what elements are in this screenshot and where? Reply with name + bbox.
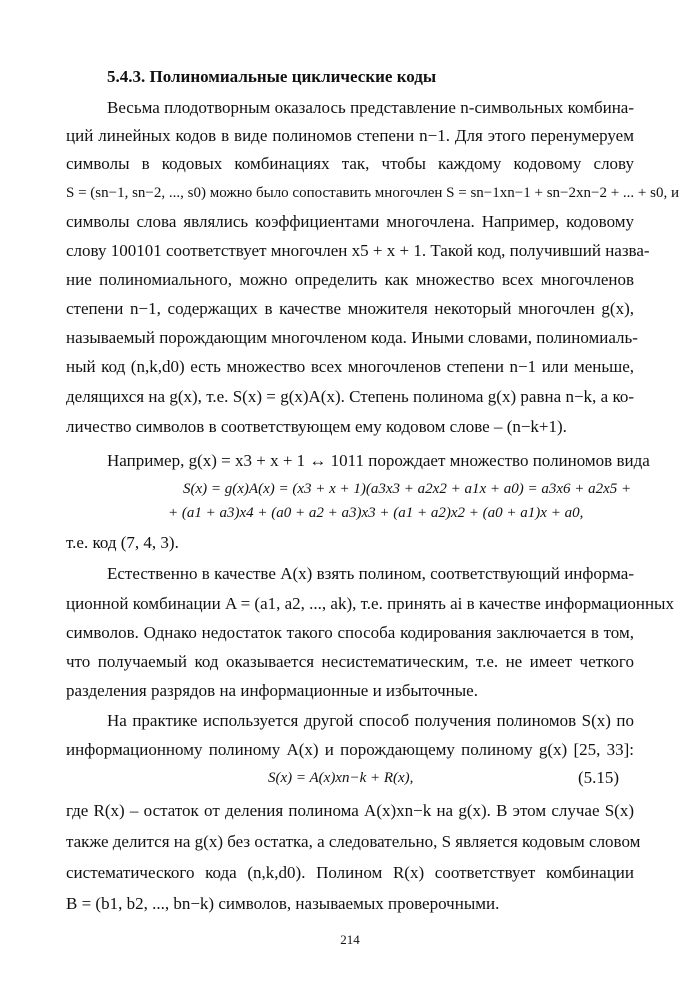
paragraph-line: символов. Однако недостаток такого способа кодирования заключается в том, xyxy=(66,623,634,642)
paragraph-line: Естественно в качестве A(x) взять полином, соответствующий информа- xyxy=(107,564,634,583)
paragraph-line: разделения разрядов на информационные и избыточные. xyxy=(66,681,478,700)
paragraph-line: также делится на g(x) без остатка, а следовательно, S является кодовым словом xyxy=(66,832,641,851)
paragraph-line: символы слова являлись коэффициентами многочлена. Например, кодовому xyxy=(66,212,634,231)
paragraph-line: символы в кодовых комбинациях так, чтобы каждому кодовому слову xyxy=(66,154,634,173)
page-number: 214 xyxy=(340,932,360,947)
paragraph-line: информационному полиному A(x) и порождающему полиному g(x) [25, 33]: xyxy=(66,740,634,759)
section-title: 5.4.3. Полиномиальные циклические коды xyxy=(107,67,437,86)
paragraph-line: S = (sn−1, sn−2, ..., s0) можно было сопоставить многочлен S = sn−1xn−1 + sn−2xn−2 + ... + s0, и xyxy=(66,185,679,201)
equation-5-15: S(x) = A(x)xn−k + R(x), xyxy=(268,770,414,786)
paragraph-line: ционной комбинации A = (a1, a2, ..., ak), т.е. принять ai в качестве информационных xyxy=(66,594,674,613)
paragraph-line: слову 100101 соответствует многочлен x5 + x + 1. Такой код, получивший назва- xyxy=(66,241,650,260)
equation-line: S(x) = g(x)A(x) = (x3 + x + 1)(a3x3 + a2x2 + a1x + a0) = a3x6 + a2x5 + xyxy=(183,481,632,497)
example-intro: Например, g(x) = x3 + x + 1 ↔ 1011 порождает множество полиномов вида xyxy=(107,451,650,470)
equation-number: (5.15) xyxy=(578,768,620,787)
paragraph-line: систематического кода (n,k,d0). Полином R(x) соответствует комбинации xyxy=(66,863,634,882)
paragraph-line: личество символов в соответствующем ему кодовом слове – (n−k+1). xyxy=(66,417,567,436)
paragraph-line: Весьма плодотворным оказалось представление n-символьных комбина- xyxy=(107,98,634,117)
paragraph-line: где R(x) – остаток от деления полинома A(x)xn−k на g(x). В этом случае S(x) xyxy=(66,801,634,820)
paragraph-line: делящихся на g(x), т.е. S(x) = g(x)A(x). Степень полинома g(x) равна n−k, а ко- xyxy=(66,387,634,406)
paragraph-line: называемый порождающим многочленом кода. Иными словами, полиномиаль- xyxy=(66,328,638,347)
paragraph-line: B = (b1, b2, ..., bn−k) символов, называемых проверочными. xyxy=(66,894,500,913)
paragraph-line: ный код (n,k,d0) есть множество всех многочленов степени n−1 или меньше, xyxy=(66,357,634,376)
paragraph-line: степени n−1, содержащих в качестве множителя некоторый многочлен g(x), xyxy=(66,299,634,318)
code-parameters: т.е. код (7, 4, 3). xyxy=(66,533,179,552)
paragraph-line: что получаемый код оказывается несистематическим, т.е. не имеет четкого xyxy=(66,652,634,671)
paragraph-line: На практике используется другой способ получения полиномов S(x) по xyxy=(107,711,634,730)
paragraph-line: ние полиномиального, можно определить как множество всех многочленов xyxy=(66,270,634,289)
equation-line: + (a1 + a3)x4 + (a0 + a2 + a3)x3 + (a1 + a2)x2 + (a0 + a1)x + a0, xyxy=(168,505,584,521)
paragraph-line: ций линейных кодов в виде полиномов степени n−1. Для этого перенумеруем xyxy=(66,126,634,145)
